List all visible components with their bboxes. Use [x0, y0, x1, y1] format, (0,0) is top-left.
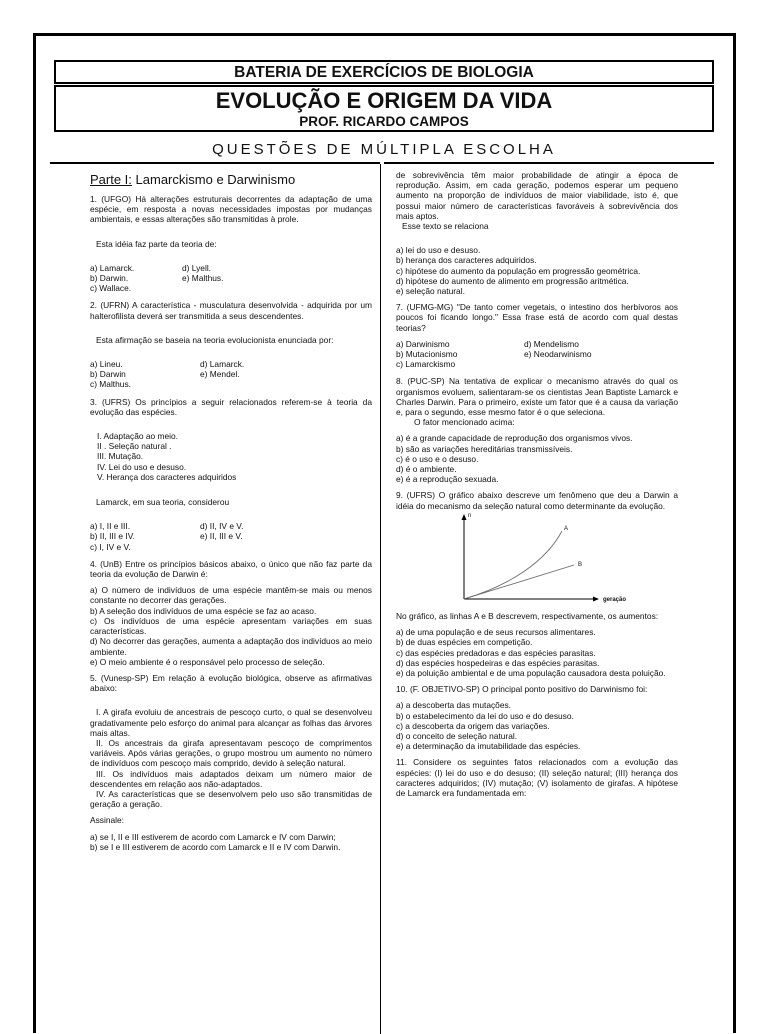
question-3: 3. (UFRS) Os princípios a seguir relacionados referem-se à teoria da evolução das espécies. [90, 396, 372, 417]
option: e) II, III e V. [200, 531, 243, 542]
item: II. Os ancestrais da girafa apresentavam pescoço de comprimentos variáveis. Após várias gerações, o grupo mostrou um aumento no número de indivíduos com pescoço mais comprido, devido à seleção natural. [90, 737, 372, 769]
option: a) Darwinismo [396, 338, 450, 349]
option: c) hipótese do aumento da população em progressão geométrica. [396, 265, 641, 276]
question-1: 1. (UFGO) Há alterações estruturais decorrentes da adaptação de uma espécie, em resposta a novas necessidades impostas por mudanças ambientais, e essas alterações são transmitidas à prole. [90, 194, 372, 225]
graph-x-label: geração [603, 596, 627, 603]
option: d) II, IV e V. [200, 521, 244, 532]
item: IV. Lei do uso e desuso. [97, 461, 187, 472]
line-a [464, 531, 562, 599]
option: e) Mendel. [200, 369, 240, 380]
option: d) No decorrer das gerações, aumenta a adaptação dos indivíduos ao meio ambiente. [90, 636, 372, 657]
option: e) O meio ambiente é o responsável pelo processo de seleção. [90, 656, 325, 667]
item: III. Mutação. [97, 451, 144, 462]
option: c) das espécies predadoras e das espécies parasitas. [396, 647, 596, 658]
x-axis-arrow [593, 596, 599, 601]
graph-label-b: B [578, 561, 583, 568]
column-divider [380, 164, 381, 1034]
left-column [90, 170, 372, 852]
question-8: 8. (PUC-SP) Na tentativa de explicar o mecanismo através do qual os organismos evoluem, salientaram-se os cientistas Jean Baptiste Lamarck e Charles Darwin. Para o primeiro, existe um fator que é a causa da variação e, para o segundo, esse mesmo fator é o que seleciona. [396, 376, 678, 418]
page-title: EVOLUÇÃO E ORIGEM DA VIDA [215, 88, 553, 113]
divider-right [384, 162, 714, 164]
question-11: 11. Considere os seguintes fatos relacionados com a evolução das espécies: (I) lei do uso e do desuso; (II) seleção natural; (III) herança dos caracteres adquiridos; (IV) mutação; (V) isolamento de girafas. A hipótese de Lamarck era fundamentada em: [396, 757, 678, 798]
option: d) Mendelismo [524, 338, 579, 349]
line-b [464, 565, 574, 599]
option: b) Mutacionismo [396, 349, 458, 360]
option: e) Malthus. [182, 273, 224, 284]
option: b) se I e III estiverem de acordo com Lamarck e II e IV com Darwin. [90, 841, 341, 852]
option: c) Malthus. [90, 379, 131, 390]
option: d) das espécies hospedeiras e das espécies parasitas. [396, 657, 600, 668]
question-3-items [90, 431, 372, 482]
item: IV. As características que se desenvolvem pelo uso são transmitidas de geração a geração. [90, 788, 372, 810]
question-4: 4. (UnB) Entre os princípios básicos abaixo, o único que não faz parte da teoria da evolução de Darwin é: [90, 558, 372, 580]
question-7-options [396, 339, 678, 370]
divider-left [50, 162, 380, 164]
question-5-prompt: Assinale: [90, 815, 124, 826]
question-3-options [90, 521, 372, 552]
option: c) I, IV e V. [90, 541, 131, 552]
option: d) Lyell. [182, 262, 212, 273]
option: a) I, II e III. [90, 521, 131, 532]
option: b) A seleção dos indivíduos de uma espécie se faz ao acaso. [90, 605, 317, 616]
option: b) o estabelecimento da lei do uso e do desuso. [396, 710, 574, 721]
question-2: 2. (UFRN) A característica - musculatura desenvolvida - adquirida por um halterofilista deverá ser transmitida a seus descendentes. [90, 300, 372, 321]
header-subject [54, 60, 714, 84]
option: d) hipótese do aumento de alimento em progressão aritmética. [396, 275, 629, 286]
question-5: 5. (Vunesp-SP) Em relação à evolução biológica, observe as afirmativas abaixo: [90, 672, 372, 694]
part-heading [90, 172, 372, 188]
option: a) O número de indivíduos de uma espécie mantêm-se mais ou menos constante no decorrer das gerações. [90, 585, 372, 606]
part-title: Lamarckismo e Darwinismo [131, 172, 296, 187]
question-1-options [90, 263, 372, 294]
option: d) o conceito de seleção natural. [396, 730, 518, 741]
y-axis-arrow [462, 514, 467, 520]
option: e) a determinação da imutabilidade das espécies. [396, 741, 581, 752]
option: c) Wallace. [90, 283, 132, 294]
option: a) a descoberta das mutações. [396, 700, 511, 711]
section-title: QUESTÕES DE MÚLTIPLA ESCOLHA [212, 141, 556, 158]
question-10: 10. (F. OBJETIVO-SP) O principal ponto positivo do Darwinismo foi: [396, 684, 648, 695]
option: a) lei do uso e desuso. [396, 245, 481, 256]
option: c) a descoberta da origem das variações. [396, 720, 550, 731]
right-column [396, 170, 678, 804]
option: e) Neodarwinismo [524, 349, 592, 360]
item: V. Herança dos caracteres adquiridos [97, 471, 237, 482]
option: c) Lamarckismo [396, 359, 456, 370]
question-6-continued: de sobrevivência têm maior probabilidade de atingir a época de reprodução. Assim, em cada geração, podemos esperar um pequeno aumento na proporção de indivíduos de maior viabilidade, isto é, que possui maior número de características favoráveis à sobrevivência dos mais aptos. [396, 170, 678, 221]
item: I. A girafa evoluiu de ancestrais de pescoço curto, o qual se desenvolveu gradativamente pelo esforço do animal para alcançar as folhas das árvores mais altas. [90, 707, 372, 738]
item: III. Os indivíduos mais adaptados deixam um número maior de descendentes em relação aos não-adaptados. [90, 768, 372, 789]
graph-y-label: n [468, 512, 472, 519]
option: b) Darwin [90, 369, 126, 380]
question-1-prompt: Esta idéia faz parte da teoria de: [96, 238, 217, 249]
header-subject-text: BATERIA DE EXERCÍCIOS DE BIOLOGIA [234, 64, 534, 81]
question-8-prompt: O fator mencionado acima: [414, 417, 515, 428]
option: b) herança dos caracteres adquiridos. [396, 255, 537, 266]
item: I. Adaptação ao meio. [97, 431, 179, 442]
option: e) é a reprodução sexuada. [396, 474, 499, 485]
question-3-prompt: Lamarck, em sua teoria, considerou [96, 497, 230, 508]
header-title-box [54, 85, 714, 132]
question-9-prompt: No gráfico, as linhas A e B descrevem, respectivamente, os aumentos: [396, 610, 659, 621]
option: b) de duas espécies em competição. [396, 637, 533, 648]
question-2-prompt: Esta afirmação se baseia na teoria evolucionista enunciada por: [96, 334, 334, 345]
option: e) seleção natural. [396, 286, 465, 297]
question-9: 9. (UFRS) O gráfico abaixo descreve um fenômeno que deu a Darwin a idéia do mecanismo da seleção natural como determinante da evolução. [396, 490, 678, 511]
option: e) da poluição ambiental e de uma população causadora desta poluição. [396, 667, 666, 678]
author: PROF. RICARDO CAMPOS [299, 114, 469, 129]
option: c) Os indivíduos de uma espécie apresentam variações em suas características. [90, 615, 372, 637]
growth-graph [456, 513, 646, 605]
question-6-prompt: Esse texto se relaciona [402, 221, 489, 232]
option: d) é o ambiente. [396, 464, 457, 475]
graph-label-a: A [564, 525, 569, 532]
graph-svg [456, 513, 646, 605]
part-prefix: Parte I: [90, 172, 132, 187]
option: d) Lamarck. [200, 359, 245, 370]
option: c) é o uso e o desuso. [396, 453, 479, 464]
option: b) Darwin. [90, 273, 129, 284]
item: II . Seleção natural . [97, 441, 172, 452]
option: b) II, III e IV. [90, 531, 135, 542]
option: a) Lineu. [90, 359, 123, 370]
question-7: 7. (UFMG-MG) "De tanto comer vegetais, o intestino dos herbívoros aos poucos foi ficando longo." Essa frase está de acordo com qual destas teorias? [396, 302, 678, 333]
question-2-options [90, 359, 372, 390]
option: a) se I, II e III estiverem de acordo com Lamarck e IV com Darwin; [90, 831, 336, 842]
option: a) Lamarck. [90, 262, 135, 273]
option: a) é a grande capacidade de reprodução dos organismos vivos. [396, 433, 633, 444]
option: a) de uma população e de seus recursos alimentares. [396, 627, 596, 638]
option: b) são as variações hereditárias transmissíveis. [396, 443, 573, 454]
